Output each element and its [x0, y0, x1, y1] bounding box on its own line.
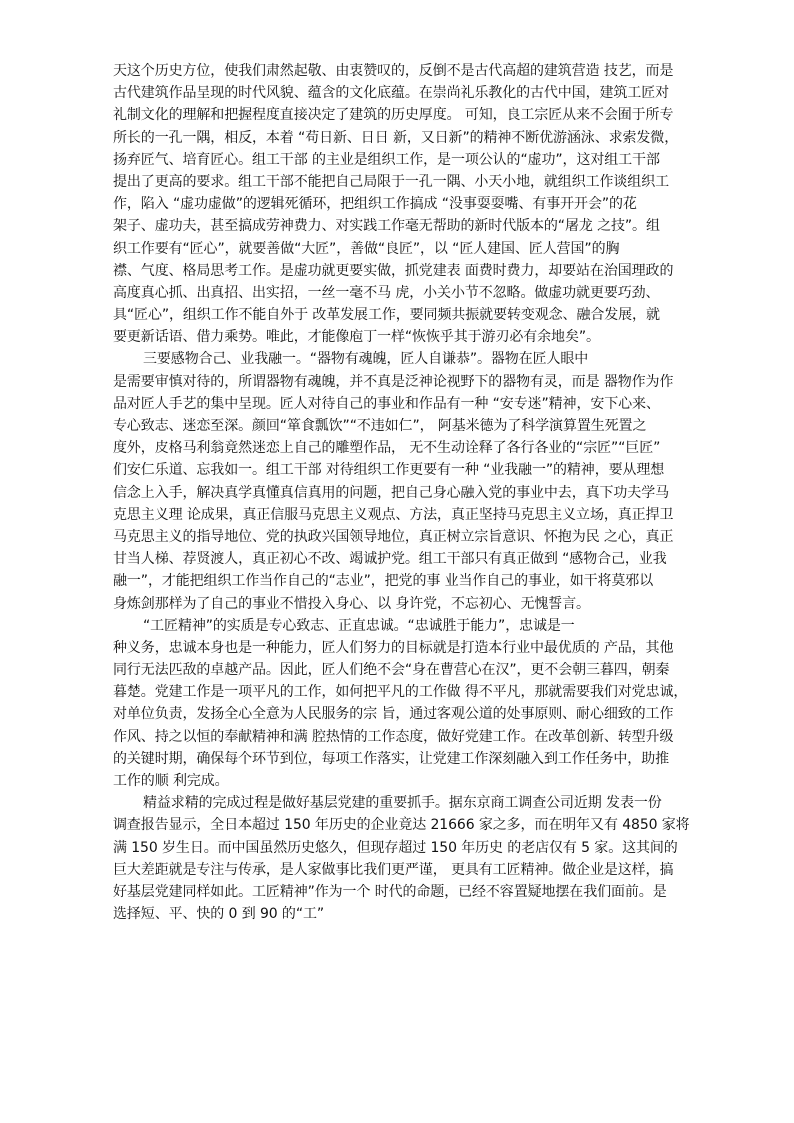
- text-line: 所长的一孔一隅，相反，本着 “苟日新、日日 新，又日新”的精神不断优游涵泳、求索发微，: [113, 129, 679, 146]
- text-line: 选择短、平、快的 0 到 90 的“工”: [113, 906, 325, 923]
- text-line: 度外，皮格马利翁竟然迷恋上自己的雕塑作品， 无不生动诠释了各行各业的“宗匠”“巨匠”: [113, 440, 661, 457]
- text-line: 克思主义理 论成果，真正信服马克思主义观点、方法，真正坚持马克思主义立场，真正捍卫: [113, 506, 674, 523]
- text-line: 架子、虚功夫，甚至搞成劳神费力、对实践工作毫无帮助的新时代版本的“屠龙 之技”。组: [113, 218, 660, 235]
- text-line: “工匠精神”的实质是专心致志、正直忠诚。“忠诚胜于能力”，忠诚是一: [143, 617, 575, 634]
- text-line: 同行无法匹敌的卓越产品。因此，匠人们绝不会“身在曹营心在汉”，更不会朝三暮四，朝秦: [113, 662, 670, 679]
- text-line: 种义务，忠诚本身也是一种能力，匠人们努力的目标就是打造本行业中最优质的 产品，其他: [113, 639, 674, 656]
- text-line: 要更新话语、借力乘势。唯此，才能像庖丁一样“恢恢乎其于游刃必有余地矣”。: [113, 329, 600, 346]
- text-line: 融一”，才能把组织工作当作自己的“志业”，把党的事 业当作自己的事业，如干将莫邪以: [113, 573, 654, 590]
- text-line: 织工作要有“匠心”，就要善做“大匠”，善做“良匠”，以 “匠人建国、匠人营国”的胸: [113, 240, 620, 257]
- text-line: 襟、气度、格局思考工作。是虚功就更要实做，抓党建表 面费时费力，却要站在治国理政的: [113, 262, 674, 279]
- text-line: 满 150 岁生日。而中国虽然历史悠久，但现存超过 150 年历史 的老店仅有 5 家。这其间的: [113, 839, 678, 856]
- text-line: 精益求精的完成过程是做好基层党建的重要抓手。据东京商工调查公司近期 发表一份: [143, 795, 662, 812]
- text-line: 巨大差距就是专注与传承，是人家做事比我们更严谨， 更具有工匠精神。做企业是这样，搞: [113, 861, 674, 878]
- text-line: 具“匠心”，组织工作不能自外于 改革发展工作，要同频共振就要转变观念、融合发展，就: [113, 307, 660, 324]
- text-line: 好基层党建同样如此。工匠精神”作为一个 时代的命题，已经不容置疑地摆在我们面前。是: [113, 883, 667, 900]
- text-line: 古代建筑作品呈现的时代风貌、蕴含的文化底蕴。在崇尚礼乐教化的古代中国，建筑工匠对: [113, 85, 669, 102]
- text-line: 提出了更高的要求。组工干部不能把自己局限于一孔一隅、小天小地，就组织工作谈组织工: [113, 173, 669, 190]
- text-line: 天这个历史方位，使我们肃然起敬、由衷赞叹的，反倒不是古代高超的建筑营造 技艺，而是: [113, 63, 674, 79]
- text-line: 高度真心抓、出真招、出实招，一丝一毫不马 虎，小关小节不忽略。做虚功就更要巧劲、: [113, 284, 660, 301]
- text-line: 身炼剑那样为了自己的事业不惜投入身心、以 身许党，不忘初心、无愧誓言。: [113, 595, 590, 612]
- text-line: 信念上入手，解决真学真懂真信真用的问题，把自己身心融入党的事业中去，真下功夫学马: [113, 484, 669, 501]
- text-line: 马克思主义的指导地位、党的执政兴国领导地位，真正树立宗旨意识、怀抱为民 之心，真正: [113, 528, 674, 545]
- text-line: 的关键时期，确保每个环节到位，每项工作落实，让党建工作深刻融入到工作任务中，助推: [113, 750, 669, 767]
- text-line: 礼制文化的理解和把握程度直接决定了建筑的历史厚度。 可知，良工宗匠从来不会囿于所专: [113, 107, 674, 124]
- text-line: 暮楚。党建工作是一项平凡的工作，如何把平凡的工作做 得不平凡，那就需要我们对党忠诚，: [113, 684, 688, 701]
- text-line: 作风、持之以恒的奉献精神和满 腔热情的工作态度，做好党建工作。在改革创新、转型升级: [113, 728, 674, 745]
- text-line: 甘当人梯、荐贤渡人，真正初心不改、竭诚护党。组工干部只有真正做到 “感物合己，业我: [113, 551, 667, 568]
- document-page: [113, 60, 695, 925]
- text-line: 扬弃匠气、培育匠心。组工干部 的主业是组织工作，是一项公认的“虚功”，这对组工干部: [113, 151, 660, 168]
- text-line: 们安仁乐道、忘我如一。组工干部 对待组织工作更要有一种 “业我融一”的精神，要从理想: [113, 462, 665, 479]
- text-line: 品对匠人手艺的集中呈现。匠人对待自己的事业和作品有一种 “安专迷”精神，安下心来、: [113, 395, 660, 412]
- text-line: 专心致志、迷恋至深。颜回“箪食瓢饮”“不违如仁”， 阿基米德为了科学演算置生死置之: [113, 418, 647, 434]
- text-line: 作，陷入 “虚功虚做”的逻辑死循环，把组织工作搞成 “没事耍耍嘴、有事开开会”的花: [113, 196, 637, 213]
- text-line: 是需要审慎对待的，所谓器物有魂魄，并不真是泛神论视野下的器物有灵，而是 器物作为作: [113, 373, 674, 390]
- text-line: 对单位负责，发扬全心全意为人民服务的宗 旨，通过客观公道的处事原则、耐心细致的工作: [113, 706, 674, 723]
- text-line: 三要感物合己、业我融一。“器物有魂魄，匠人自谦恭”。器物在匠人眼中: [143, 351, 589, 368]
- text-line: 工作的顺 利完成。: [113, 773, 229, 789]
- text-line: 调查报告显示，全日本超过 150 年历史的企业竟达 21666 家之多，而在明年又有 4850 家将: [113, 817, 690, 834]
